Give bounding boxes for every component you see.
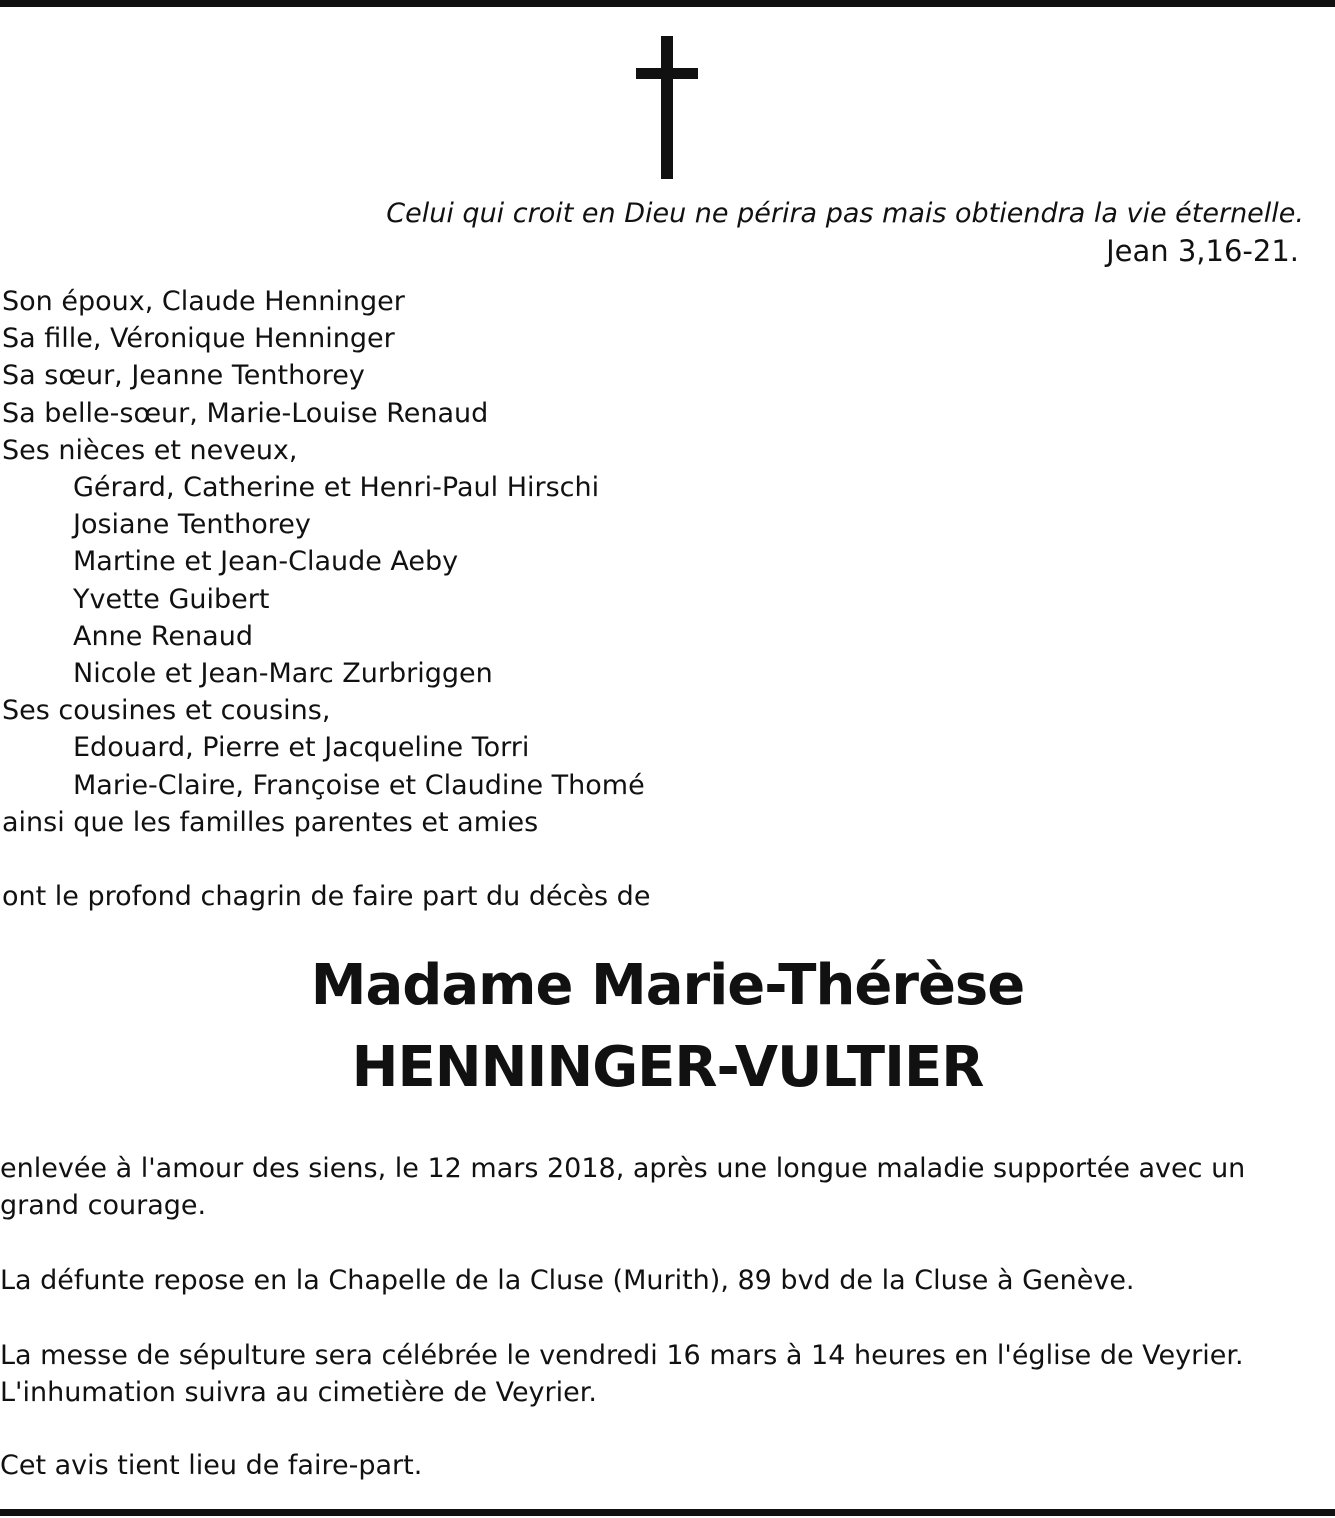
family-line: Josiane Tenthorey: [73, 509, 311, 541]
rest-paragraph: La défunte repose en la Chapelle de la Cluse (Murith), 89 bvd de la Cluse à Genève.: [0, 1265, 1135, 1296]
burial-line: L'inhumation suivra au cimetière de Veyrier.: [0, 1377, 597, 1408]
death-paragraph: [0, 1150, 1335, 1224]
notice-paragraph: Cet avis tient lieu de faire-part.: [0, 1450, 423, 1481]
family-line: Gérard, Catherine et Henri-Paul Hirschi: [73, 472, 600, 504]
family-line: Sa sœur, Jeanne Tenthorey: [2, 360, 365, 392]
family-line: Anne Renaud: [73, 620, 253, 652]
death-line: grand courage.: [0, 1190, 207, 1221]
deceased-name-line1: Madame Marie-Thérèse: [310, 953, 1025, 1018]
verse-reference: Jean 3,16-21.: [1106, 234, 1299, 268]
family-line: Nicole et Jean-Marc Zurbriggen: [73, 658, 493, 690]
family-line: Sa fille, Véronique Henninger: [2, 323, 395, 355]
family-line: Son époux, Claude Henninger: [2, 286, 405, 317]
family-line: Ses nièces et neveux,: [2, 434, 298, 466]
family-line: Ses cousines et cousins,: [2, 695, 331, 727]
deceased-name-line2: HENNINGER-VULTIER: [351, 1035, 984, 1100]
family-line: Martine et Jean-Claude Aeby: [73, 546, 459, 578]
mass-paragraph: [0, 1337, 1335, 1411]
top-rule: [0, 0, 1335, 7]
deceased-name: [0, 945, 1335, 1109]
death-line: enlevée à l'amour des siens, le 12 mars 2018, après une longue maladie supportée avec un: [0, 1153, 1246, 1184]
bible-verse: Celui qui croit en Dieu ne périra pas mais obtiendra la vie éternelle.: [386, 198, 1304, 229]
family-line: Yvette Guibert: [73, 583, 270, 615]
family-list: [2, 283, 645, 841]
family-line: ainsi que les familles parentes et amies: [2, 806, 539, 838]
family-line: Marie-Claire, Françoise et Claudine Thomé: [73, 769, 645, 801]
family-line: Sa belle-sœur, Marie-Louise Renaud: [2, 397, 489, 429]
announcement-intro: ont le profond chagrin de faire part du décès de: [2, 881, 651, 912]
cross-icon: [636, 36, 698, 179]
family-line: Edouard, Pierre et Jacqueline Torri: [73, 732, 530, 764]
bottom-rule: [0, 1509, 1335, 1516]
mass-line: La messe de sépulture sera célébrée le vendredi 16 mars à 14 heures en l'église de Veyrier.: [0, 1340, 1244, 1371]
